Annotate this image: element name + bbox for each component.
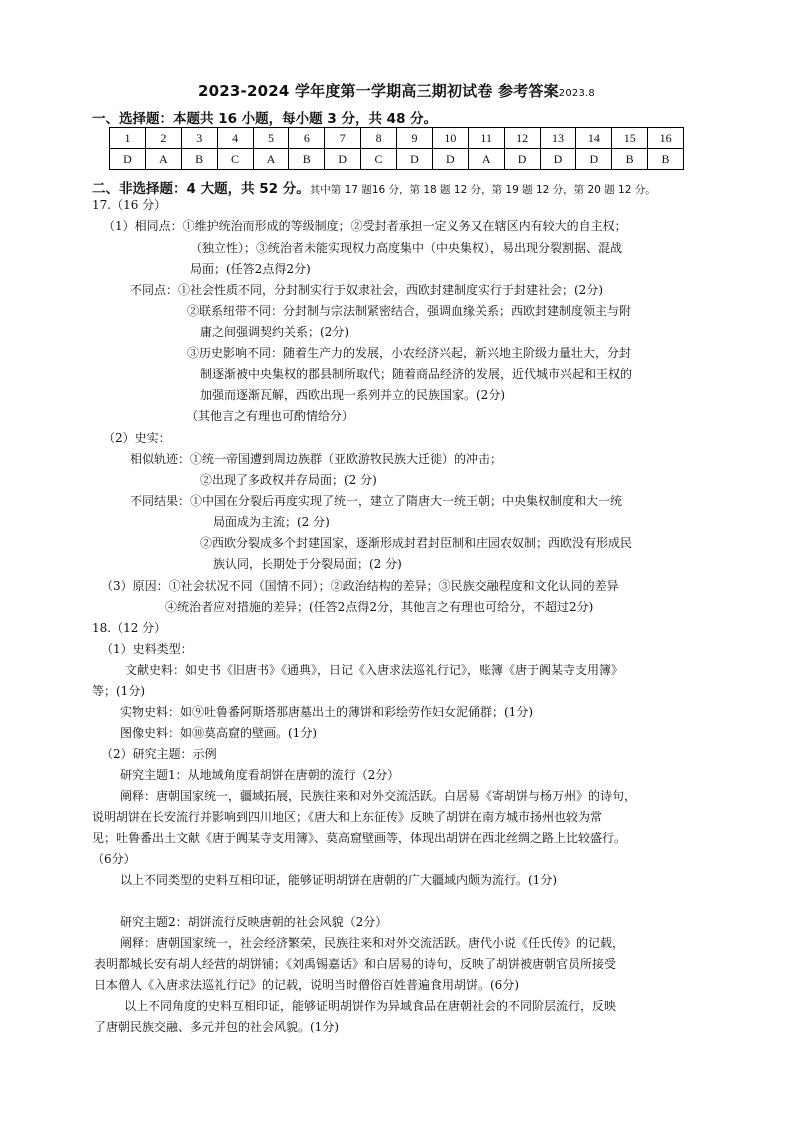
body-line: 庸之间强调契约关系；(2分) <box>200 325 349 339</box>
question-number: 15 <box>612 128 648 149</box>
body-line: 局面；(任答2点得2分) <box>190 262 311 276</box>
body-line: 研究主题1：从地域角度看胡饼在唐朝的流行（2分） <box>120 768 400 782</box>
body-line: 局面成为主流；(2 分) <box>213 515 330 529</box>
page-title <box>0 80 793 101</box>
question-number: 3 <box>181 128 217 149</box>
question-number: 7 <box>325 128 361 149</box>
section2-note: 其中第 17 题16 分，第 18 题 12 分，第 19 题 12 分，第 20 题 12 分。 <box>309 184 656 196</box>
answer-row <box>110 149 684 170</box>
answer-cell: B <box>612 149 648 170</box>
answer-cell: B <box>648 149 684 170</box>
body-line: 日本僧人《入唐求法巡礼行记》的记载，说明当时僧俗百姓普遍食用胡饼。(6分) <box>94 978 520 992</box>
section1-heading: 一、选择题：本题共 16 小题，每小题 3 分，共 48 分。 <box>92 111 438 127</box>
answer-cell: D <box>110 149 146 170</box>
body-line: 说明胡饼在长安流行并影响到四川地区；《唐大和上东征传》反映了胡饼在南方城市扬州也较为常 <box>92 810 603 824</box>
answer-table <box>109 127 684 170</box>
question-number: 12 <box>504 128 540 149</box>
section2-heading <box>92 177 656 197</box>
answer-cell: D <box>432 149 468 170</box>
body-line: 实物史料：如⑨吐鲁番阿斯塔那唐墓出土的薄饼和彩绘劳作妇女泥俑群；(1分) <box>120 705 534 719</box>
answer-cell: C <box>361 149 397 170</box>
answer-cell: A <box>468 149 504 170</box>
question-number: 9 <box>397 128 433 149</box>
body-line: （2）史实： <box>103 431 171 445</box>
body-line: （其他言之有理也可酌情给分） <box>186 409 355 423</box>
question-number: 11 <box>468 128 504 149</box>
body-line: （1）相同点：①维护统治而形成的等级制度；②受封者承担一定义务又在辖区内有较大的自主权； <box>103 219 627 233</box>
answer-cell: D <box>397 149 433 170</box>
answer-cell: D <box>576 149 612 170</box>
body-line: ②联系纽带不同：分封制与宗法制紧密结合，强调血缘关系；西欧封建制度领主与附 <box>187 304 632 318</box>
question-number: 10 <box>432 128 468 149</box>
question-number: 2 <box>145 128 181 149</box>
answer-cell: B <box>181 149 217 170</box>
question-number: 14 <box>576 128 612 149</box>
body-line: 以上不同类型的史料互相印证，能够证明胡饼在唐朝的广大疆域内颇为流行。(1分) <box>120 873 558 887</box>
body-line: 见；吐鲁番出土文献《唐于阗某寺支用簿》、莫高窟壁画等，体现出胡饼在西北丝绸之路上比较盛行。 <box>92 831 627 845</box>
body-line: ③历史影响不同：随着生产力的发展，小农经济兴起，新兴地主阶级力量壮大，分封 <box>187 346 632 360</box>
question-number: 1 <box>110 128 146 149</box>
body-line: ④统治者应对措施的差异；(任答2点得2分，其他言之有理也可给分，不超过2分) <box>165 600 594 614</box>
body-line: 了唐朝民族交融、多元并包的社会风貌。(1分) <box>94 1020 339 1034</box>
answer-cell: D <box>504 149 540 170</box>
section2-heading-text: 二、非选择题：4 大题，共 52 分。 <box>92 181 310 197</box>
body-line: （6分） <box>92 852 136 866</box>
body-line: 图像史料：如⑩莫高窟的壁画。(1分) <box>120 726 317 740</box>
body-line: 研究主题2：胡饼流行反映唐朝的社会风貌（2分） <box>120 915 388 929</box>
body-line: 制逐渐被中央集权的郡县制所取代；随着商品经济的发展，近代城市兴起和王权的 <box>200 367 633 381</box>
body-line: 相似轨迹：①统一帝国遭到周边族群（亚欧游牧民族大迁徙）的冲击； <box>130 452 503 466</box>
question-number-row <box>110 128 684 149</box>
title-date: 2023.8 <box>558 88 595 99</box>
question-number: 5 <box>253 128 289 149</box>
answer-cell: A <box>253 149 289 170</box>
body-line: （独立性）；③统治者未能实现权力高度集中（中央集权），易出现分裂割据、混战 <box>190 241 623 255</box>
body-line: 等；(1分) <box>92 684 145 698</box>
body-line: 阐释：唐朝国家统一，社会经济繁荣，民族往来和对外交流活跃。唐代小说《任氏传》的记载， <box>120 936 625 950</box>
body-line: 17.（16 分） <box>92 198 167 212</box>
answer-cell: D <box>325 149 361 170</box>
body-line: 表明都城长安有胡人经营的胡饼铺；《刘禹锡嘉话》和白居易的诗句，反映了胡饼被唐朝官员所接受 <box>94 957 617 971</box>
title-text: 2023-2024 学年度第一学期高三期初试卷 参考答案 <box>198 82 559 100</box>
body-line: 不同点：①社会性质不同，分封制实行于奴隶社会，西欧封建制度实行于封建社会；(2分) <box>130 283 604 297</box>
body-line: （2）研究主题：示例 <box>101 747 217 761</box>
body-line: 加强而逐渐瓦解，西欧出现一系列并立的民族国家。(2分) <box>200 388 506 402</box>
body-line: （1）史料类型： <box>101 642 193 656</box>
answer-cell: C <box>217 149 253 170</box>
body-line: 以上不同角度的史料互相印证，能够证明胡饼作为异域食品在唐朝社会的不同阶层流行，反映 <box>124 999 617 1013</box>
answer-cell: B <box>289 149 325 170</box>
body-line: 族认同，长期处于分裂局面；(2 分) <box>213 557 402 571</box>
question-number: 8 <box>361 128 397 149</box>
question-number: 16 <box>648 128 684 149</box>
body-line: ②出现了多政权并存局面；(2 分) <box>200 473 377 487</box>
question-number: 4 <box>217 128 253 149</box>
body-line: 阐释：唐朝国家统一，疆域拓展，民族往来和对外交流活跃。白居易《寄胡饼与杨万州》的诗句， <box>120 789 637 803</box>
body-line: 不同结果：①中国在分裂后再度实现了统一，建立了隋唐大一统王朝；中央集权制度和大一统 <box>130 494 623 508</box>
body-line: （3）原因：①社会状况不同（国情不同）；②政治结构的差异；③民族交融程度和文化认同的差异 <box>101 579 619 593</box>
question-number: 13 <box>540 128 576 149</box>
body-line: ②西欧分裂成多个封建国家，逐渐形成封君封臣制和庄园农奴制；西欧没有形成民 <box>200 536 633 550</box>
answer-cell: D <box>540 149 576 170</box>
question-number: 6 <box>289 128 325 149</box>
body-line: 18.（12 分） <box>92 621 167 635</box>
answer-cell: A <box>145 149 181 170</box>
body-line: 文献史料：如史书《旧唐书》《通典》，日记《入唐求法巡礼行记》，账簿《唐于阗某寺支用簿》 <box>125 663 624 677</box>
